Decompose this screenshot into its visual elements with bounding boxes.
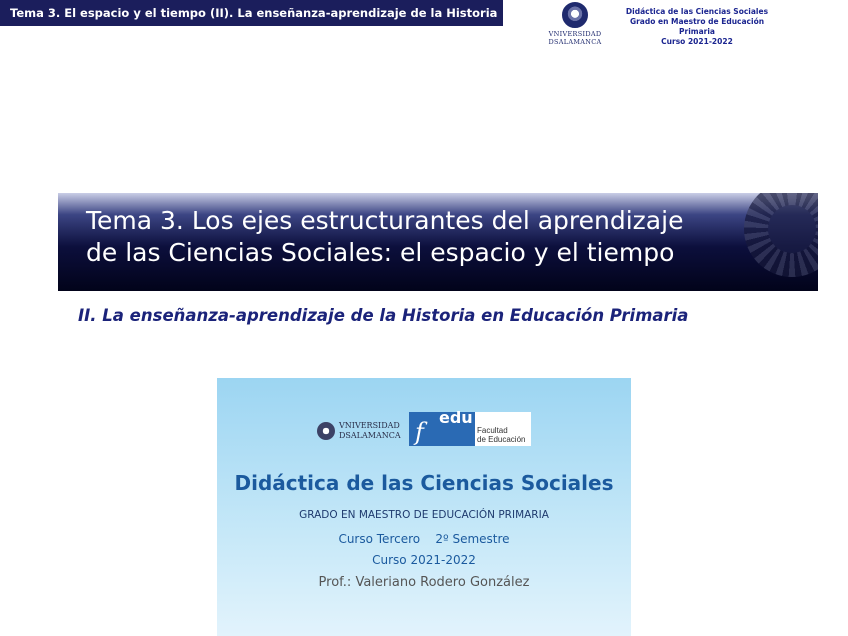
slide-title-line1: Tema 3. Los ejes estructurantes del aprendizaje: [86, 206, 684, 235]
cover-university-logo: [317, 420, 407, 442]
university-logo-line1: VNIVERSIDAD: [548, 30, 602, 38]
faculty-name-line1: Facultad: [477, 426, 508, 435]
slide-title-line2: de las Ciencias Sociales: el espacio y el tiempo: [86, 238, 675, 267]
university-seal-icon: [317, 422, 335, 440]
cover-university-line2: DSALAMANCA: [339, 431, 401, 440]
slide-subtitle: II. La enseñanza-aprendizaje de la Historia en Educación Primaria: [78, 306, 689, 325]
course-info-subject: Didáctica de las Ciencias Sociales: [625, 7, 769, 16]
faculty-name: [477, 426, 531, 444]
slide-title: [86, 205, 810, 269]
university-logo-text: [547, 30, 603, 46]
faculty-edu-logo: [409, 408, 531, 446]
header-topic-bar: Tema 3. El espacio y el tiempo (II). La enseñanza-aprendizaje de la Historia: [0, 0, 503, 26]
course-info-degree: Grado en Maestro de Educación Primaria: [629, 17, 765, 36]
cover-year: Curso 2021-2022: [372, 553, 476, 567]
cover-logos: [317, 408, 531, 446]
cover-degree: GRADO EN MAESTRO DE EDUCACIÓN PRIMARIA: [299, 509, 549, 521]
cover-university-text: [339, 421, 401, 441]
edu-logo-blue-block: [409, 408, 475, 446]
course-info-year: Curso 2021-2022: [661, 37, 733, 46]
cover-title: Didáctica de las Ciencias Sociales: [234, 471, 614, 495]
title-band: [58, 193, 818, 291]
cover-university-line1: VNIVERSIDAD: [339, 421, 400, 430]
faculty-name-line2: de Educación: [477, 435, 526, 444]
course-cover-image: [217, 378, 631, 636]
university-logo: [547, 2, 603, 50]
university-logo-line2: DSALAMANCA: [548, 38, 602, 46]
cover-professor: Prof.: Valeriano Rodero González: [318, 575, 530, 590]
university-seal-icon: [562, 2, 588, 28]
course-info: [612, 7, 782, 47]
edu-logo-f: f: [415, 418, 424, 446]
cover-course-semester: Curso Tercero 2º Semestre: [338, 532, 510, 546]
edu-logo-word: edu: [439, 408, 473, 427]
